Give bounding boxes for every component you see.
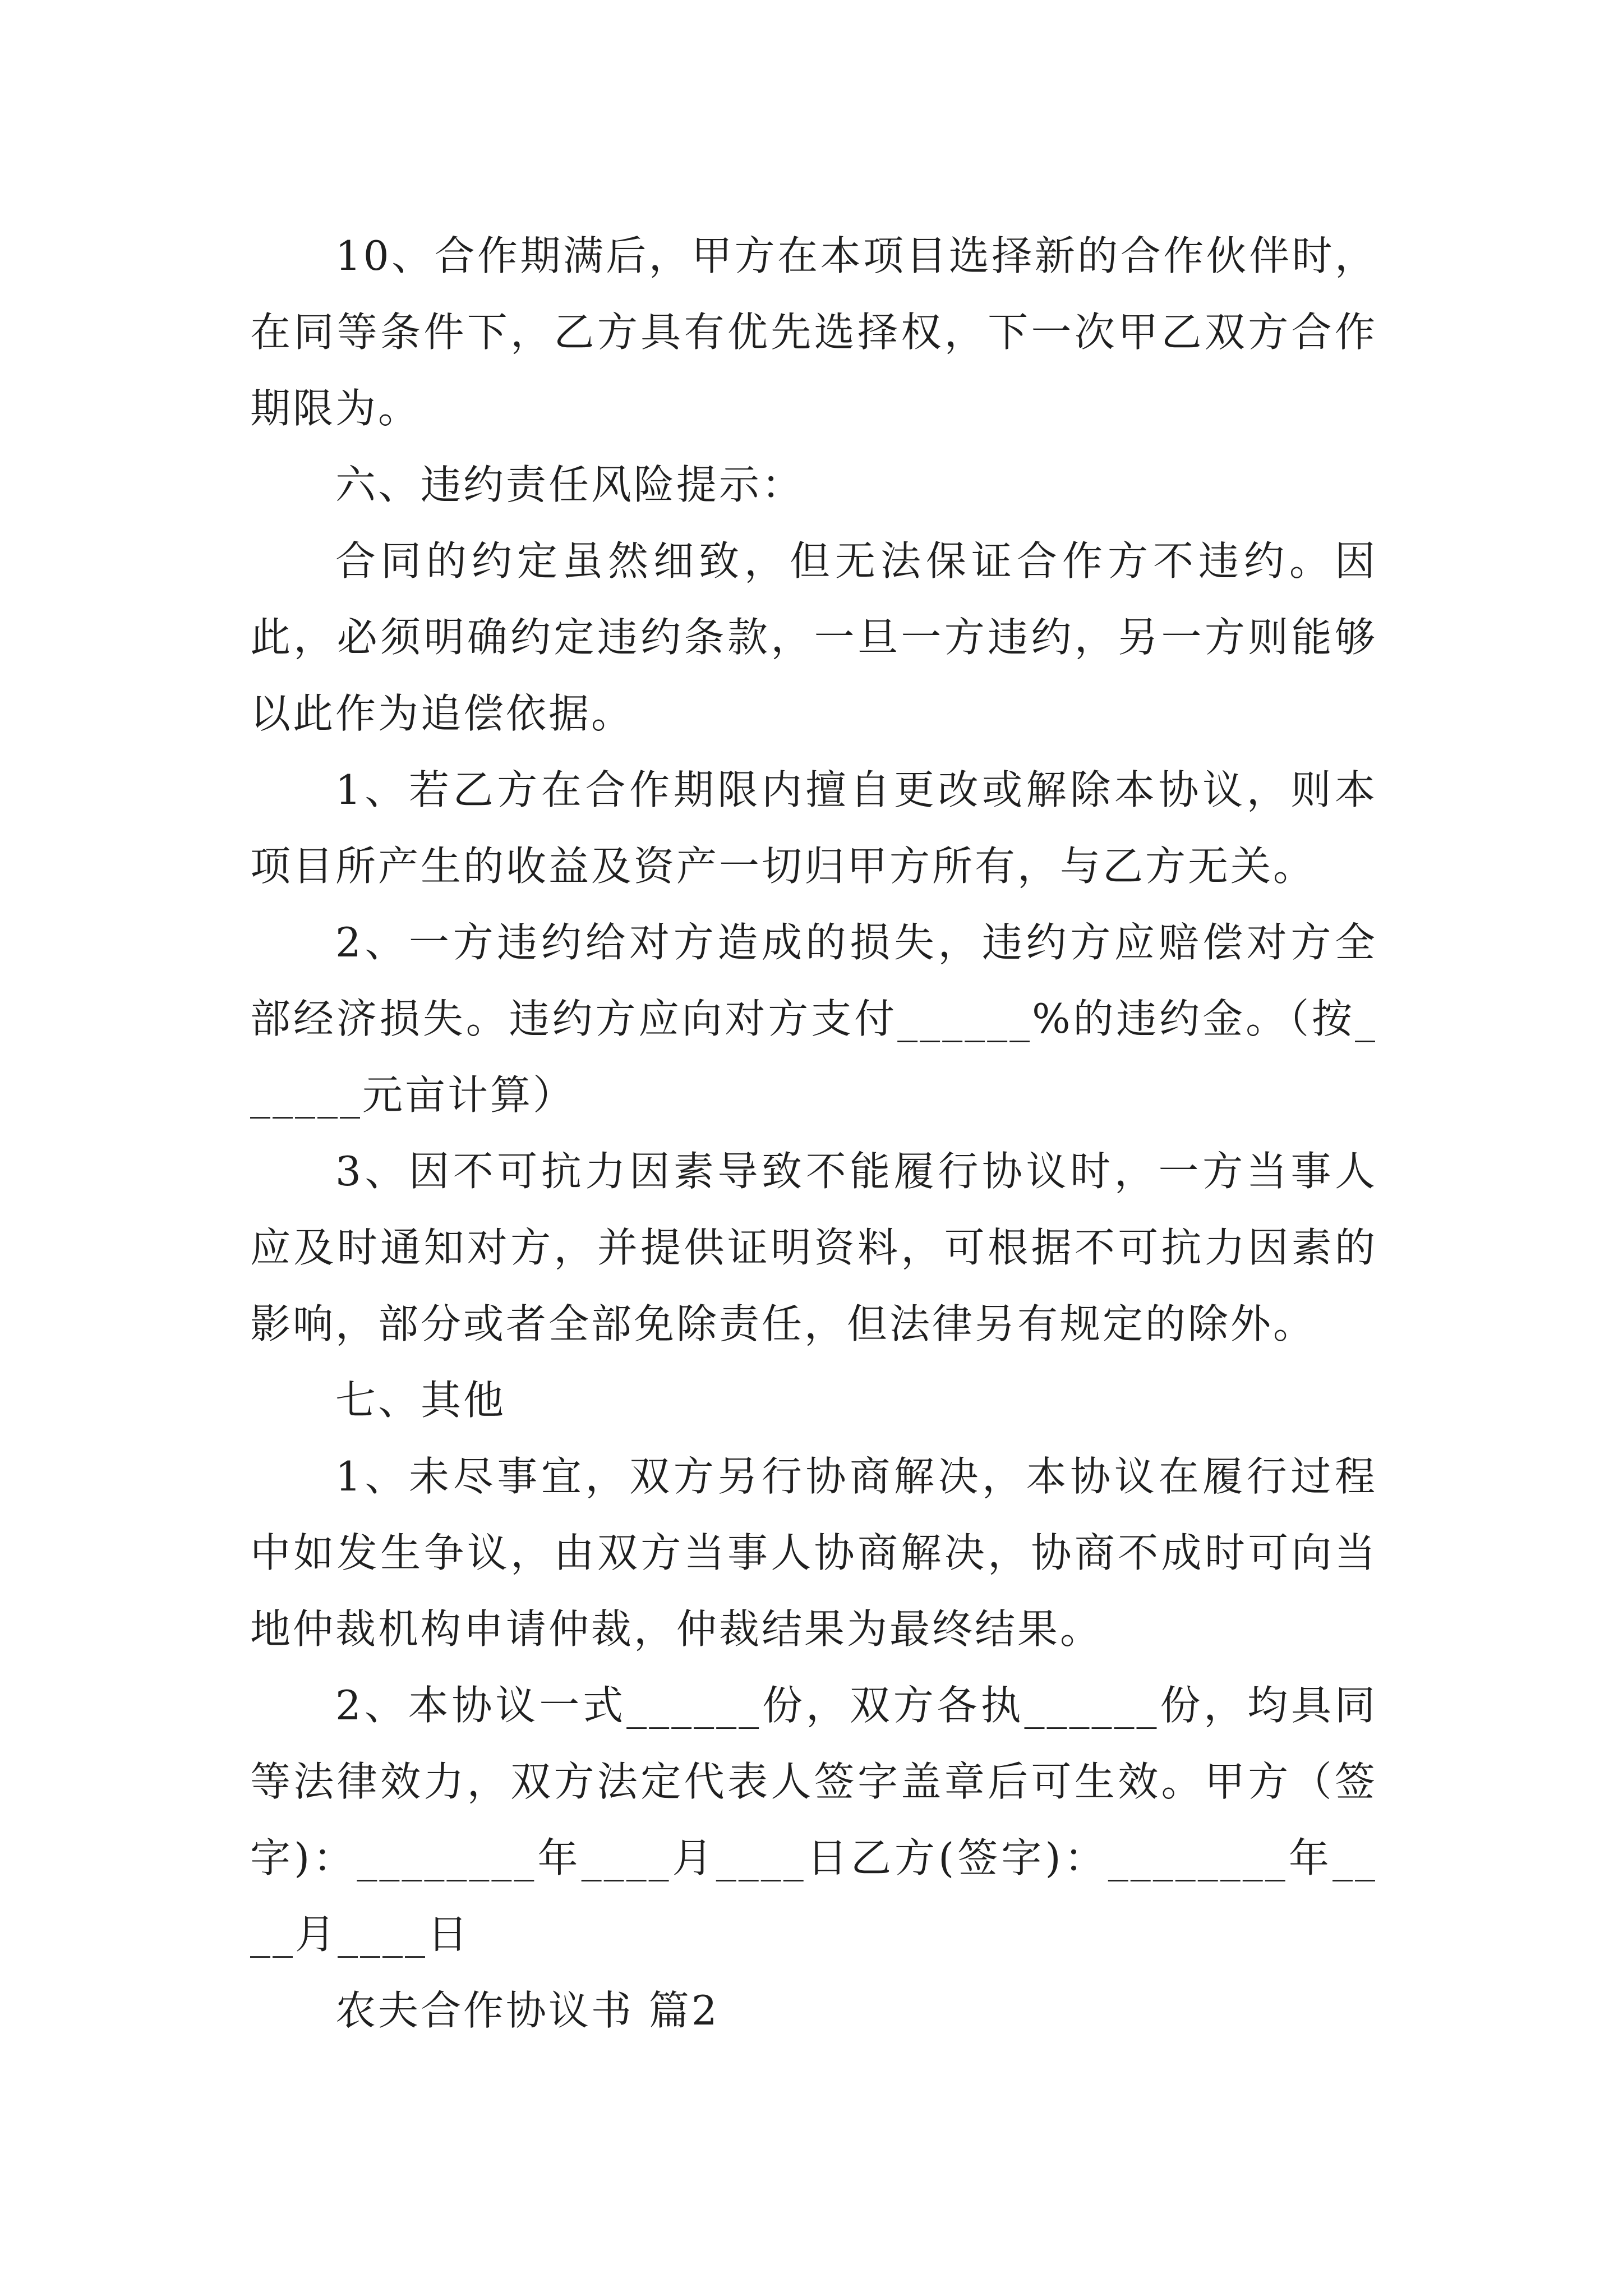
- other-clause-1: 1、未尽事宜，双方另行协商解决，本协议在履行过程中如发生争议，由双方当事人协商解决，协商不成时可向当地仲裁机构申请仲裁，仲裁结果为最终结果。: [250, 1453, 1377, 1653]
- breach-clause-3: 3、因不可抗力因素导致不能履行协议时，一方当事人应及时通知对方，并提供证明资料，可根据不可抗力因素的影响，部分或者全部免除责任，但法律另有规定的除外。: [250, 1148, 1377, 1347]
- breach-clause-2: 2、一方违约给对方造成的损失，违约方应赔偿对方全部经济损失。违约方应向对方支付______%的违约金。（按______元亩计算）: [250, 919, 1377, 1119]
- section-heading-breach-liability: 六、违约责任风险提示：: [335, 461, 805, 508]
- breach-intro-paragraph: 合同的约定虽然细致，但无法保证合作方不违约。因此，必须明确约定违约条款，一旦一方违约，另一方则能够以此作为追偿依据。: [250, 537, 1377, 737]
- section-heading-other: 七、其他: [335, 1377, 506, 1424]
- other-clause-2-signatures: 2、本协议一式______份，双方各执______份，均具同等法律效力，双方法定代表人签字盖章后可生效。甲方（签字)：________年____月____日乙方(签字)：________年____月____日: [250, 1682, 1377, 1958]
- next-document-title: 农夫合作协议书 篇2: [335, 1987, 720, 2034]
- document-body: [250, 218, 1377, 2049]
- clause-10-cooperation-renewal: 10、合作期满后，甲方在本项目选择新的合作伙伴时，在同等条件下，乙方具有优先选择权，下一次甲乙双方合作期限为。: [250, 232, 1377, 432]
- breach-clause-1: 1、若乙方在合作期限内擅自更改或解除本协议，则本项目所产生的收益及资产一切归甲方所有，与乙方无关。: [250, 766, 1377, 890]
